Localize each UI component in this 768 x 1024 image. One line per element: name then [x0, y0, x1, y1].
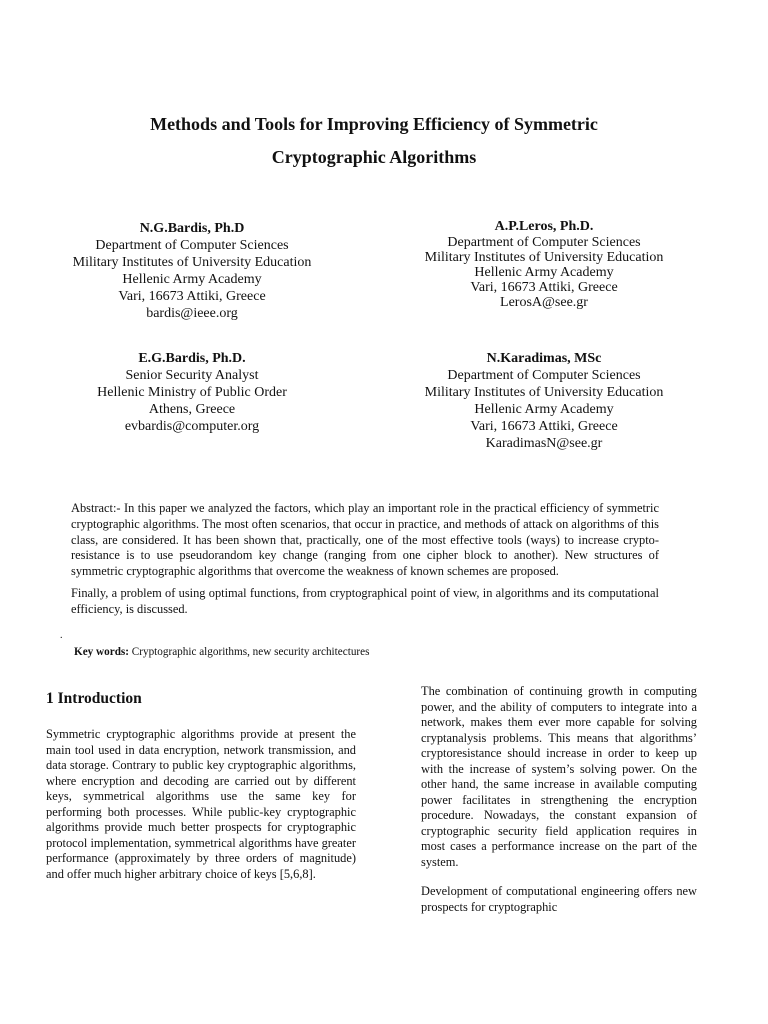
author-email: LerosA@see.gr	[500, 295, 588, 310]
keywords-text: Cryptographic algorithms, new security architectures	[131, 646, 370, 658]
abstract	[71, 501, 659, 624]
author-address: Vari, 16673 Attiki, Greece	[118, 289, 266, 304]
author-affiliation: Hellenic Army Academy	[474, 265, 614, 280]
body-paragraph: The combination of continuing growth in computing power, and the ability of computers to integrate into a network, makes them ever more capable for solving cryptanalysis problems. This means that algorithms’ cryptoresistance should increase in order to keep up with the increase of system’s solving power. On the other hand, the same increase in available computing power facilitates in strengthening the encryption procedure. Nowadays, the constant expansion of cryptographic security field application requires in most cases a performance increase on the part of the system.	[421, 684, 697, 869]
author-affiliation: Hellenic Army Academy	[122, 272, 262, 287]
author-block-4	[400, 350, 688, 452]
author-name: N.Karadimas, MSc	[486, 351, 602, 366]
author-name: A.P.Leros, Ph.D.	[494, 219, 594, 234]
body-column-left	[46, 727, 356, 896]
keywords	[74, 646, 369, 658]
author-affiliation: Department of Computer Sciences	[447, 235, 641, 250]
body-paragraph: Development of computational engineering offers new prospects for cryptographic	[421, 884, 697, 914]
author-email: evbardis@computer.org	[124, 419, 260, 434]
author-affiliation: Hellenic Ministry of Public Order	[97, 385, 287, 400]
paper-title	[60, 108, 688, 174]
author-block-3	[44, 350, 340, 435]
author-affiliation: Military Institutes of University Education	[424, 250, 664, 265]
author-block-1	[44, 220, 340, 322]
author-email: bardis@ieee.org	[146, 306, 238, 321]
paper-title-line-1: Methods and Tools for Improving Efficiency of Symmetric	[150, 114, 598, 134]
author-block-2	[400, 218, 688, 310]
section-heading-introduction: 1 Introduction	[46, 690, 142, 707]
author-name: E.G.Bardis, Ph.D.	[138, 351, 246, 366]
keywords-label: Key words:	[74, 646, 129, 658]
author-affiliation: Military Institutes of University Education	[424, 385, 664, 400]
author-affiliation: Senior Security Analyst	[125, 368, 259, 383]
author-affiliation: Department of Computer Sciences	[95, 238, 289, 253]
author-email: KaradimasN@see.gr	[485, 436, 603, 451]
stray-mark: .	[60, 630, 63, 641]
abstract-paragraph-2: Finally, a problem of using optimal functions, from cryptographical point of view, in algorithms and its computational efficiency, is discussed.	[71, 585, 659, 616]
author-name: N.G.Bardis, Ph.D	[139, 221, 245, 236]
author-affiliation: Military Institutes of University Education	[72, 255, 312, 270]
author-address: Vari, 16673 Attiki, Greece	[470, 280, 618, 295]
author-affiliation: Hellenic Army Academy	[474, 402, 614, 417]
paper-title-line-2: Cryptographic Algorithms	[271, 147, 477, 167]
body-paragraph: Symmetric cryptographic algorithms provide at present the main tool used in data encryption, network transmission, and data storage. Contrary to public key cryptographic algorithms, where encryption and decoding are carried out by different keys, symmetrical algorithms use the same key for performing both processes. While public-key cryptographic algorithms provide much better prospects for cryptographic protocol implementation, symmetrical algorithms have greater performance (approximately by three orders of magnitude) and offer much higher arbitrary choice of keys [5,6,8].	[46, 727, 356, 881]
author-affiliation: Department of Computer Sciences	[447, 368, 641, 383]
abstract-paragraph-1: Abstract:- In this paper we analyzed the factors, which play an important role in the practical efficiency of symmetric cryptographic algorithms. The most often scenarios, that occur in practice, and methods of attack on algorithms of this class, are considered. It has been shown that, practically, one of the most effective tools (ways) to increase crypto-resistance is to use pseudorandom key change (ranging from one cipher block to another). New structures of symmetric cryptographic algorithms that overcome the weakness of known schemes are proposed.	[71, 501, 659, 579]
author-address: Athens, Greece	[148, 402, 236, 417]
author-address: Vari, 16673 Attiki, Greece	[470, 419, 618, 434]
body-column-right	[421, 684, 697, 929]
